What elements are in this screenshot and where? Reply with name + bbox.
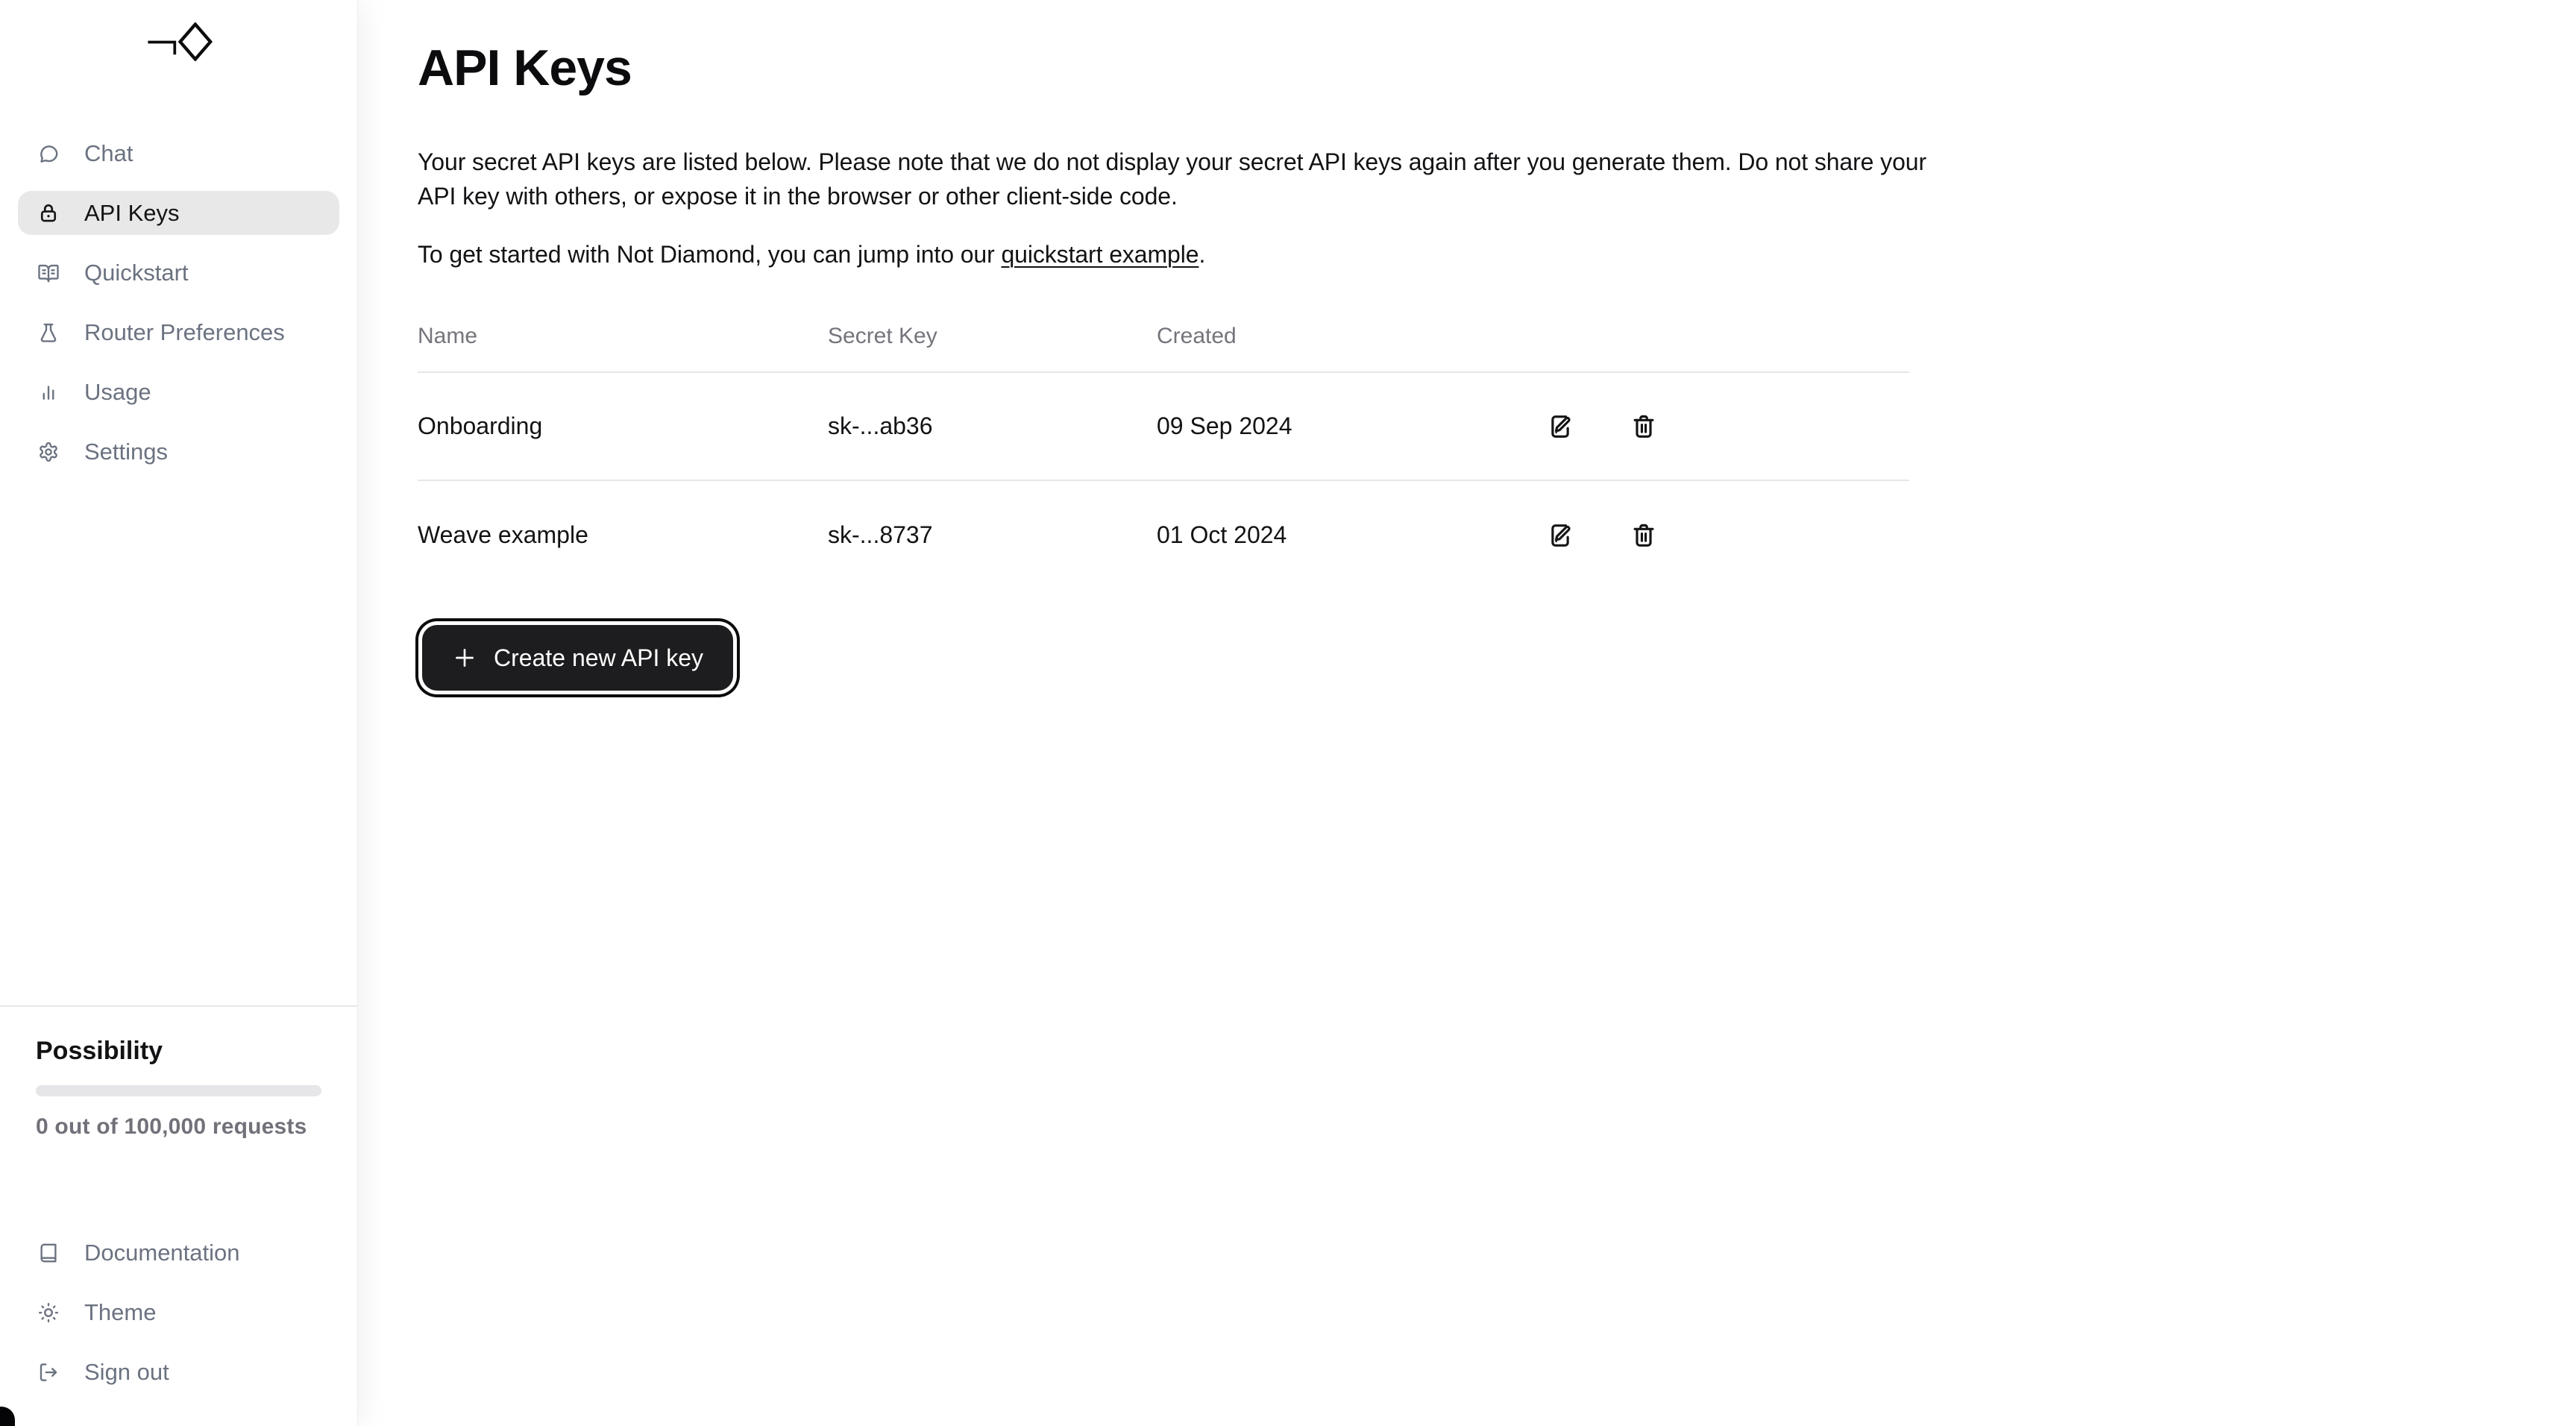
sidebar-item-label: Sign out — [84, 1359, 169, 1385]
page-title: API Keys — [418, 40, 632, 96]
sidebar-item-router-preferences[interactable] — [18, 310, 339, 354]
sidebar-footer — [0, 1231, 357, 1426]
sidebar-item-label: Usage — [84, 378, 151, 405]
sun-icon — [37, 1301, 60, 1324]
not-diamond-logo-icon — [145, 22, 213, 61]
getting-started-text — [418, 237, 2516, 271]
delete-api-key-button[interactable] — [1630, 521, 1658, 550]
intro-text: Your secret API keys are listed below. Please note that we do not display your secret API keys again after you generate them. Do not share your API key with others, or expose it in the browser or other client-side code. — [418, 148, 1927, 210]
sidebar-item-label: Theme — [84, 1299, 157, 1325]
api-keys-table — [418, 324, 1909, 589]
api-key-name: Weave example — [418, 521, 588, 548]
sidebar-item-chat[interactable] — [18, 131, 339, 175]
sign-out-icon — [37, 1361, 60, 1383]
api-key-secret: sk-...ab36 — [828, 412, 933, 439]
sidebar — [0, 0, 358, 1426]
sidebar-item-quickstart[interactable] — [18, 251, 339, 295]
column-header-created: Created — [1157, 324, 1237, 348]
create-api-key-label: Create new API key — [494, 644, 704, 671]
getting-started-prefix: To get started with Not Diamond, you can jump into our — [418, 241, 1002, 268]
sidebar-item-usage[interactable] — [18, 370, 339, 414]
trash-icon — [1630, 521, 1658, 550]
usage-progress-bar — [36, 1085, 321, 1096]
edit-icon — [1546, 412, 1574, 441]
chat-icon — [37, 142, 60, 165]
sidebar-item-label: Settings — [84, 438, 169, 465]
gear-icon — [37, 441, 60, 463]
sidebar-item-documentation[interactable] — [18, 1231, 339, 1275]
column-header-actions — [1546, 324, 1909, 349]
main-content — [358, 0, 2576, 1426]
lock-icon — [37, 202, 60, 224]
api-key-created: 09 Sep 2024 — [1157, 412, 1292, 439]
column-header-name: Name — [418, 324, 478, 348]
sidebar-item-label: API Keys — [84, 199, 180, 226]
api-key-secret: sk-...8737 — [828, 521, 933, 548]
getting-started-suffix: . — [1199, 241, 1206, 268]
plan-usage-text: 0 out of 100,000 requests — [36, 1114, 307, 1139]
table-row — [418, 373, 1909, 481]
sidebar-item-theme[interactable] — [18, 1290, 339, 1335]
sidebar-item-label: Chat — [84, 139, 133, 166]
delete-api-key-button[interactable] — [1630, 412, 1658, 441]
edit-api-key-button[interactable] — [1546, 412, 1574, 441]
sidebar-item-label: Router Preferences — [84, 318, 285, 345]
plan-usage-panel — [0, 1007, 357, 1140]
plan-name: Possibility — [36, 1037, 163, 1065]
trash-icon — [1630, 412, 1658, 441]
table-header-row — [418, 324, 1909, 373]
edit-api-key-button[interactable] — [1546, 521, 1574, 550]
row-actions — [1546, 412, 1909, 441]
plus-icon — [452, 645, 477, 670]
book-icon — [37, 1242, 60, 1264]
quickstart-example-link[interactable]: quickstart example — [1001, 241, 1199, 268]
sidebar-item-sign-out[interactable] — [18, 1350, 339, 1395]
table-row — [418, 481, 1909, 589]
sidebar-item-label: Quickstart — [84, 259, 189, 286]
column-header-secret-key: Secret Key — [828, 324, 937, 348]
flask-icon — [37, 321, 60, 344]
sidebar-item-label: Documentation — [84, 1240, 240, 1266]
bar-chart-icon — [37, 381, 60, 403]
api-key-created: 01 Oct 2024 — [1157, 521, 1287, 548]
sidebar-item-api-keys[interactable] — [18, 191, 339, 235]
book-open-icon — [37, 262, 60, 284]
sidebar-item-settings[interactable] — [18, 430, 339, 474]
row-actions — [1546, 521, 1909, 550]
sidebar-nav — [0, 131, 357, 474]
create-api-key-button[interactable] — [422, 625, 733, 691]
api-key-name: Onboarding — [418, 412, 543, 439]
edit-icon — [1546, 521, 1574, 550]
not-diamond-logo[interactable] — [0, 21, 357, 63]
